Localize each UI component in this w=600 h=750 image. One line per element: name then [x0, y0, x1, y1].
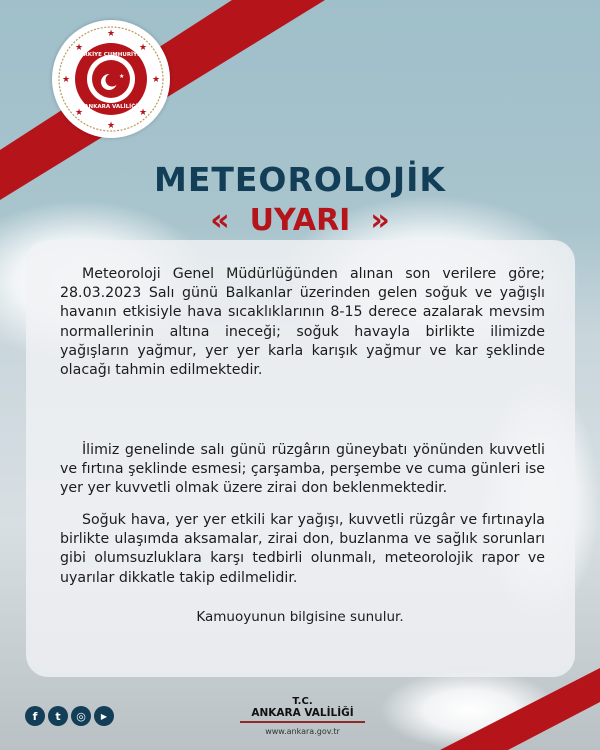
footer-tc: T.C. — [292, 696, 313, 707]
twitter-icon[interactable]: t — [48, 706, 68, 726]
chevron-right-icon: » — [370, 203, 390, 238]
social-links — [25, 706, 114, 726]
footer-logo — [240, 696, 365, 736]
facebook-icon[interactable]: f — [25, 706, 45, 726]
page-subtitle — [0, 203, 600, 238]
chevron-left-icon: « — [210, 203, 230, 238]
subtitle-text: UYARI — [249, 203, 351, 238]
footer-org: ANKARA VALİLİĞİ — [240, 707, 365, 723]
svg-text:★: ★ — [138, 43, 148, 53]
paragraph: Soğuk hava, yer yer etkili kar yağışı, kuvvetli rüzgâr ve fırtınayla birlikte ulaşımda aksamalar, zirai don, buzlanma ve sağlık sorunları gibi olumsuzluklara karşı tedbirli olunmalı, meteorolojik rapor ve uyarılar dikkatle takip edilmelidir. — [60, 512, 545, 586]
seal-top-text: TÜRKİYE CUMHURİYETİ — [75, 52, 147, 58]
svg-text:★: ★ — [119, 73, 125, 80]
svg-text:★: ★ — [151, 75, 161, 85]
youtube-icon[interactable]: ▶ — [94, 706, 114, 726]
svg-text:★: ★ — [74, 108, 84, 118]
paragraph: Meteoroloji Genel Müdürlüğünden alınan son verilere göre; 28.03.2023 Salı günü Balkanlar üzerinden gelen soğuk ve yağışlı havanın etkisiyle hava sıcaklıklarının 8-15 derece azalarak mevsim normallerinin altına ineceği; soğuk havayla birlikte ilimizde yağışların yağmur, yer yer karla karışık yağmur ve kar şeklinde olacağı tahmin edilmektedir. — [60, 266, 545, 379]
seal-bottom-text: ANKARA VALİLİĞİ — [84, 104, 138, 110]
page-title: METEOROLOJİK — [154, 160, 446, 199]
ankara-valiligi-seal-logo — [52, 20, 170, 138]
closing-text: Kamuoyunun bilgisine sunulur. — [196, 609, 404, 625]
footer-website[interactable]: www.ankara.gov.tr — [265, 727, 340, 736]
svg-text:★: ★ — [61, 75, 71, 85]
svg-text:★: ★ — [106, 29, 116, 39]
paragraph: İlimiz genelinde salı günü rüzgârın güneybatı yönünden kuvvetli ve fırtına şeklinde esmesi; çarşamba, perşembe ve cuma günleri ise yer yer kuvvetli olmak üzere zirai don beklenmektedir. — [60, 442, 546, 497]
svg-text:★: ★ — [138, 108, 148, 118]
svg-text:★: ★ — [106, 121, 116, 131]
svg-text:★: ★ — [74, 43, 84, 53]
instagram-icon[interactable]: ◎ — [71, 706, 91, 726]
